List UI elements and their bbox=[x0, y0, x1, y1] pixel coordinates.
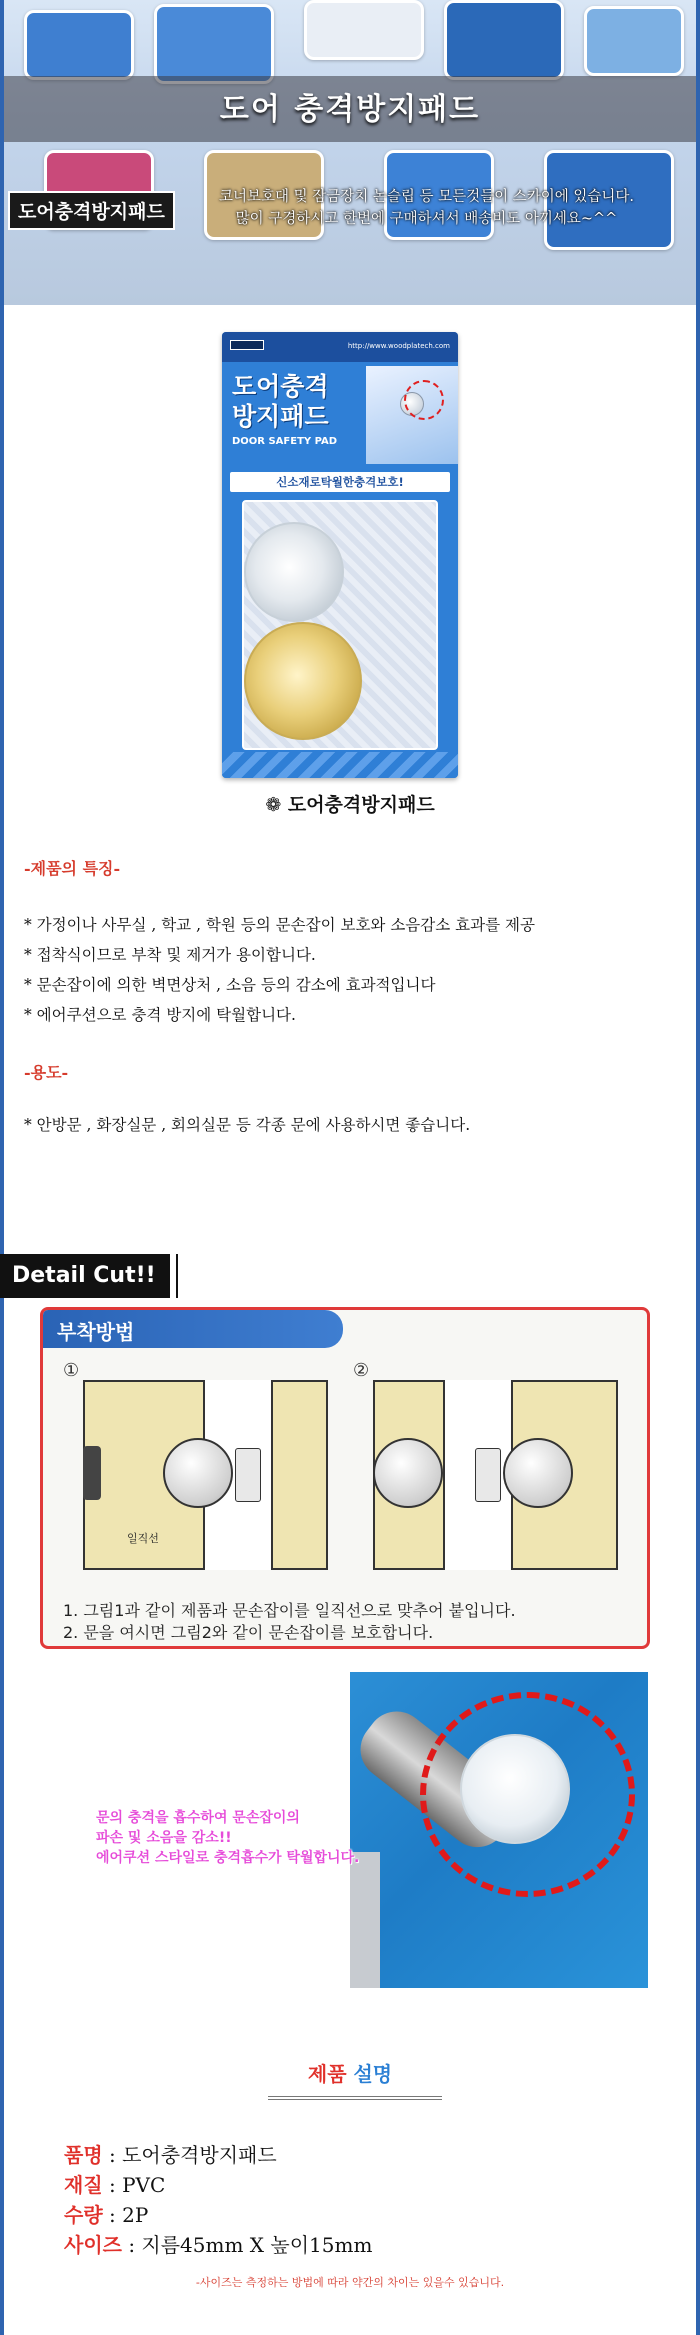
description-rule bbox=[268, 2096, 442, 2100]
product-caption: ❁ 도어충격방지패드 bbox=[265, 794, 435, 816]
figure-1-number: ① bbox=[63, 1360, 80, 1381]
features-heading: -제품의 특징- bbox=[24, 859, 121, 878]
spec-list bbox=[64, 2140, 372, 2260]
detail-divider bbox=[170, 1254, 174, 1298]
photo-overlay-line3: 에어쿠션 스타일로 충격흡수가 탁월합니다. bbox=[96, 1850, 360, 1866]
figure-2-knob-right bbox=[503, 1438, 573, 1508]
package-korean-title bbox=[232, 372, 329, 432]
spec-value: 지름45mm X 높이15mm bbox=[141, 2233, 373, 2257]
banner-notice-line1: 코너보호대 및 잠금장치 논슬립 등 모든것들이 스카이에 있습니다. bbox=[218, 189, 635, 205]
package-highlight-ring bbox=[404, 380, 444, 420]
banner-tag: 도어충격방지패드 bbox=[8, 191, 175, 230]
guide-steps bbox=[63, 1600, 516, 1644]
spec-key: 사이즈 bbox=[64, 2233, 122, 2257]
package-slogan: 신소재로탁월한충격보호! bbox=[230, 472, 450, 492]
features-item: * 접착식이므로 부착 및 제거가 용이합니다. bbox=[24, 946, 316, 964]
detail-divider-thin bbox=[176, 1254, 178, 1298]
features-item: * 가정이나 사무실 , 학교 , 학원 등의 문손잡이 보호와 소음감소 효과를 제공 bbox=[24, 916, 535, 934]
spec-row: 수량 : 2P bbox=[64, 2203, 149, 2227]
size-note: -사이즈는 측정하는 방법에 따라 약간의 차이는 있을수 있습니다. bbox=[195, 2276, 505, 2289]
figure-1-plate bbox=[235, 1448, 261, 1502]
figure-2 bbox=[353, 1360, 623, 1570]
figure-2-number: ② bbox=[353, 1360, 370, 1381]
usage-list bbox=[24, 1110, 684, 1140]
figure-1-pad bbox=[83, 1446, 101, 1500]
banner-package-2 bbox=[154, 4, 274, 84]
header-banner bbox=[4, 0, 696, 305]
banner-title: 도어 충격방지패드 bbox=[219, 92, 481, 127]
package-english-title: DOOR SAFETY PAD bbox=[232, 436, 338, 447]
photo-overlay-line1: 문의 충격을 흡수하여 문손잡이의 bbox=[96, 1810, 300, 1826]
figure-2-knob-left bbox=[373, 1438, 443, 1508]
description-title-part1: 제품 bbox=[307, 2062, 347, 2086]
package-topbar bbox=[222, 332, 458, 362]
banner-package-3 bbox=[304, 0, 424, 60]
photo-door-jamb bbox=[350, 1852, 380, 1988]
guide-title: 부착방법 bbox=[57, 1320, 135, 1344]
features-list bbox=[24, 910, 684, 1030]
figure-1 bbox=[63, 1360, 333, 1570]
figure-1-label: 일직선 bbox=[127, 1532, 159, 1545]
banner-package-1 bbox=[24, 10, 134, 80]
photo-overlay-line2: 파손 및 소음을 감소!! bbox=[96, 1830, 232, 1846]
package-stripes bbox=[222, 752, 458, 778]
banner-notice-line2: 많이 구경하시고 한번에 구매하셔서 배송비도 아끼세요~^^ bbox=[235, 211, 618, 227]
spec-value: 도어충격방지패드 bbox=[122, 2143, 277, 2167]
spec-value: PVC bbox=[122, 2173, 166, 2197]
spec-key: 수량 bbox=[64, 2203, 103, 2227]
description-title-part2: 설명 bbox=[346, 2062, 393, 2086]
detail-cut-label: Detail Cut!! bbox=[0, 1254, 170, 1298]
package-url: http://www.woodplatech.com bbox=[347, 342, 450, 350]
spec-key: 품명 bbox=[64, 2143, 103, 2167]
figure-2-plate bbox=[475, 1448, 501, 1502]
spec-row: 재질 : PVC bbox=[64, 2173, 166, 2197]
guide-step-1: 1. 그림1과 같이 제품과 문손잡이를 일직선으로 맞추어 붙입니다. bbox=[63, 1601, 516, 1620]
yellow-pad bbox=[244, 622, 362, 740]
banner-notice bbox=[164, 186, 689, 230]
usage-heading: -용도- bbox=[24, 1063, 69, 1082]
package-title-line2: 방지패드 bbox=[232, 402, 329, 431]
description-title bbox=[0, 2058, 700, 2087]
figure-1-knob bbox=[163, 1438, 233, 1508]
product-package-image bbox=[222, 332, 458, 778]
banner-package-5 bbox=[584, 6, 684, 76]
photo-overlay-text bbox=[96, 1808, 456, 1868]
guide-step-2: 2. 문을 여시면 그림2와 같이 문손잡이를 보호합니다. bbox=[63, 1623, 434, 1642]
spec-row: 사이즈 : 지름45mm X 높이15mm bbox=[64, 2233, 373, 2257]
clear-pad bbox=[244, 522, 344, 622]
spec-value: 2P bbox=[122, 2203, 149, 2227]
features-item: * 문손잡이에 의한 벽면상처 , 소음 등의 감소에 효과적입니다 bbox=[24, 976, 436, 994]
installation-guide bbox=[40, 1307, 650, 1649]
package-brand-mark bbox=[230, 340, 264, 350]
package-title-line1: 도어충격 bbox=[232, 372, 329, 401]
usage-item: * 안방문 , 화장실문 , 회의실문 등 각종 문에 사용하시면 좋습니다. bbox=[24, 1116, 471, 1134]
features-item: * 에어쿠션으로 충격 방지에 탁월합니다. bbox=[24, 1006, 296, 1024]
spec-row: 품명 : 도어충격방지패드 bbox=[64, 2143, 277, 2167]
spec-key: 재질 bbox=[64, 2173, 103, 2197]
banner-package-4 bbox=[444, 0, 564, 80]
